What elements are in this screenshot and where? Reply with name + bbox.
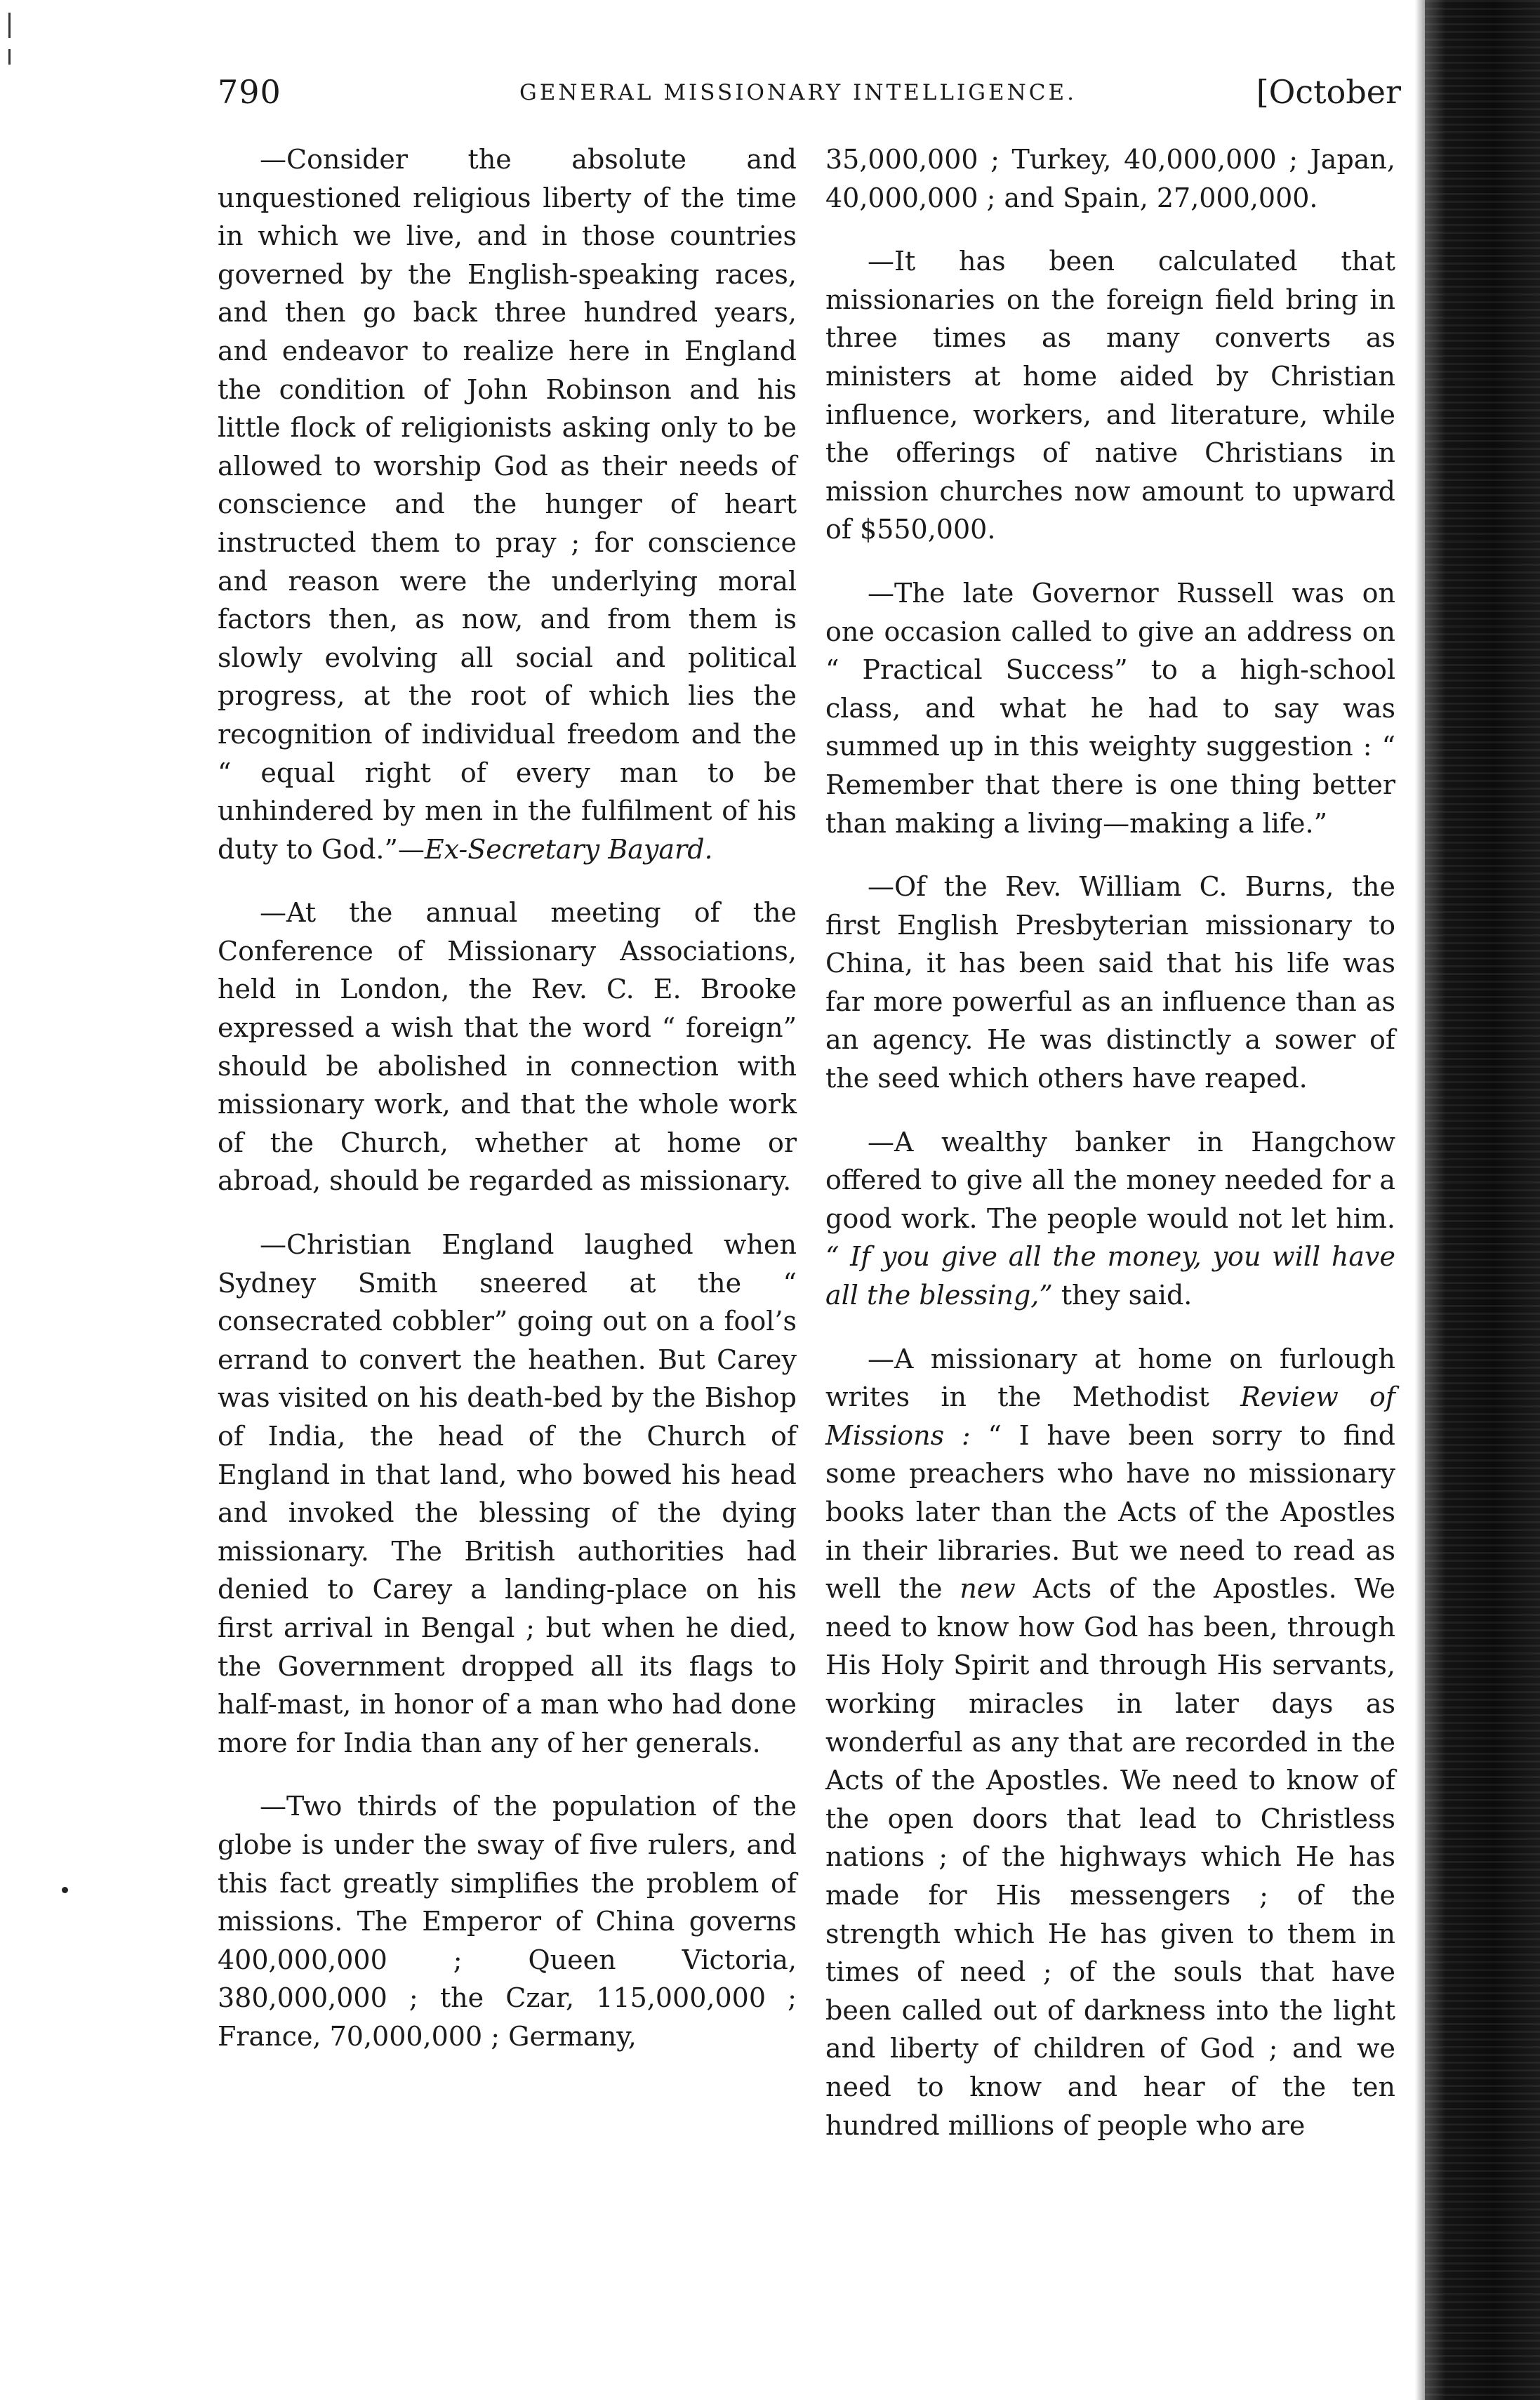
issue-month: [October (1256, 73, 1401, 111)
left-column (218, 140, 797, 2081)
paragraph-text: they said. (1052, 1280, 1193, 1311)
paragraph-text: —A wealthy banker in Hangchow offered to give all the money needed for a good work. The people would not let him. (825, 1126, 1395, 1234)
publication-title: Review of Missions : (825, 1381, 1395, 1451)
paragraph-text: Acts of the Apostles. We need to know how God has been, through His Holy Spirit and through His servants, working miracles in later days as wonderful as any that are recorded in the Acts of the Apostles. We need to know of the open doors that lead to Christless nations ; of the highways which He has made for His messengers ; of the strength which He has given to them in times of need ; of the souls that have been called out of darkness into the light and liberty of children of God ; and we need to know and hear of the ten hundred millions of people who are (825, 1573, 1395, 2141)
paragraph-text: “ I have been sorry to find some preachers who have no missionary books later than the Acts of the Apostles in their libraries. But we need to read as well the (825, 1419, 1395, 1605)
paragraph-william-burns: —Of the Rev. William C. Burns, the first English Presbyterian missionary to China, it has been said that his life was far more powerful as an influence than as an agency. He was distinctly a sower of the seed which others have reaped. (825, 871, 1395, 1094)
page-number: 790 (218, 73, 281, 111)
quote-italic: “ If you give all the money, you will have all the blessing,” (825, 1241, 1395, 1311)
paragraph-text: —Consider the absolute and unquestioned religious liberty of the time in which we live, and in those countries governed by the English-speaking races, and then go back three hundred years, and endeavor to realize here in England the condition of John Robinson and his little flock of religionists asking only to be allowed to worship God as their needs of conscience and the hunger of heart instructed them to pray ; for conscience and reason were the underlying moral factors then, as now, and from them is slowly evolving all social and political progress, at the root of which lies the recognition of individual freedom and the “ equal right of every man to be unhindered by men in the fulfilment of his duty to God.”— (218, 144, 797, 865)
paragraph-carey: —Christian England laughed when Sydney Smith sneered at the “ consecrated cobbler” going out on a fool’s errand to convert the heathen. But Carey was visited on his death-bed by the Bishop of India, the head of the Church of England in that land, who bowed his head and invoked the blessing of the dying missionary. The British authorities had denied to Carey a landing-place on his first arrival in Bengal ; but when he died, the Government dropped all its flags to half-mast, in honor of a man who had done more for India than any of her generals. (218, 1229, 797, 1758)
paragraph-missionaries-converts: —It has been calculated that missionaries on the foreign field bring in three times as many converts as ministers at home aided by Christian influence, workers, and literature, while the offerings of native Christians in mission churches now amount to upward of $550,000. (825, 246, 1395, 545)
paragraph-conference: —At the annual meeting of the Conference of Missionary Associations, held in London, the Rev. C. E. Brooke expressed a wish that the word “ foreign” should be abolished in connection with missionary work, and that the whole work of the Church, whether at home or abroad, should be regarded as missionary. (218, 897, 797, 1197)
scan-artifact-mark (8, 49, 11, 65)
running-title: GENERAL MISSIONARY INTELLIGENCE. (519, 80, 1077, 105)
right-column (825, 140, 1395, 2170)
book-binding-edge (1425, 0, 1540, 2400)
paragraph-continuation: 35,000,000 ; Turkey, 40,000,000 ; Japan, 40,000,000 ; and Spain, 27,000,000. (825, 144, 1395, 213)
scan-artifact-dot (62, 1887, 68, 1893)
paragraph-missionary-furlough (825, 1340, 1395, 2144)
attribution: Ex-Secretary Bayard. (424, 833, 713, 865)
paragraph-five-rulers: —Two thirds of the population of the globe is under the sway of five rulers, and this fact greatly simplifies the problem of missions. The Emperor of China governs 400,000,000 ; Queen Victoria, 380,000,000 ; the Czar, 115,000,000 ; France, 70,000,000 ; Germany, (218, 1791, 797, 2052)
paragraph-religious-liberty (218, 140, 797, 868)
paragraph-governor-russell: —The late Governor Russell was on one occasion called to give an address on “ Practical Success” to a high-school class, and what he had to say was summed up in this weighty suggestion : “ Remember that there is one thing better than making a living—making a life.” (825, 577, 1395, 839)
running-header (218, 73, 1401, 115)
emphasis-word: new (960, 1573, 1016, 1605)
paragraph-hangchow-banker (825, 1123, 1395, 1315)
paragraph-text: —A missionary at home on furlough writes in the Methodist (825, 1343, 1395, 1413)
scan-artifact-mark (8, 13, 11, 38)
